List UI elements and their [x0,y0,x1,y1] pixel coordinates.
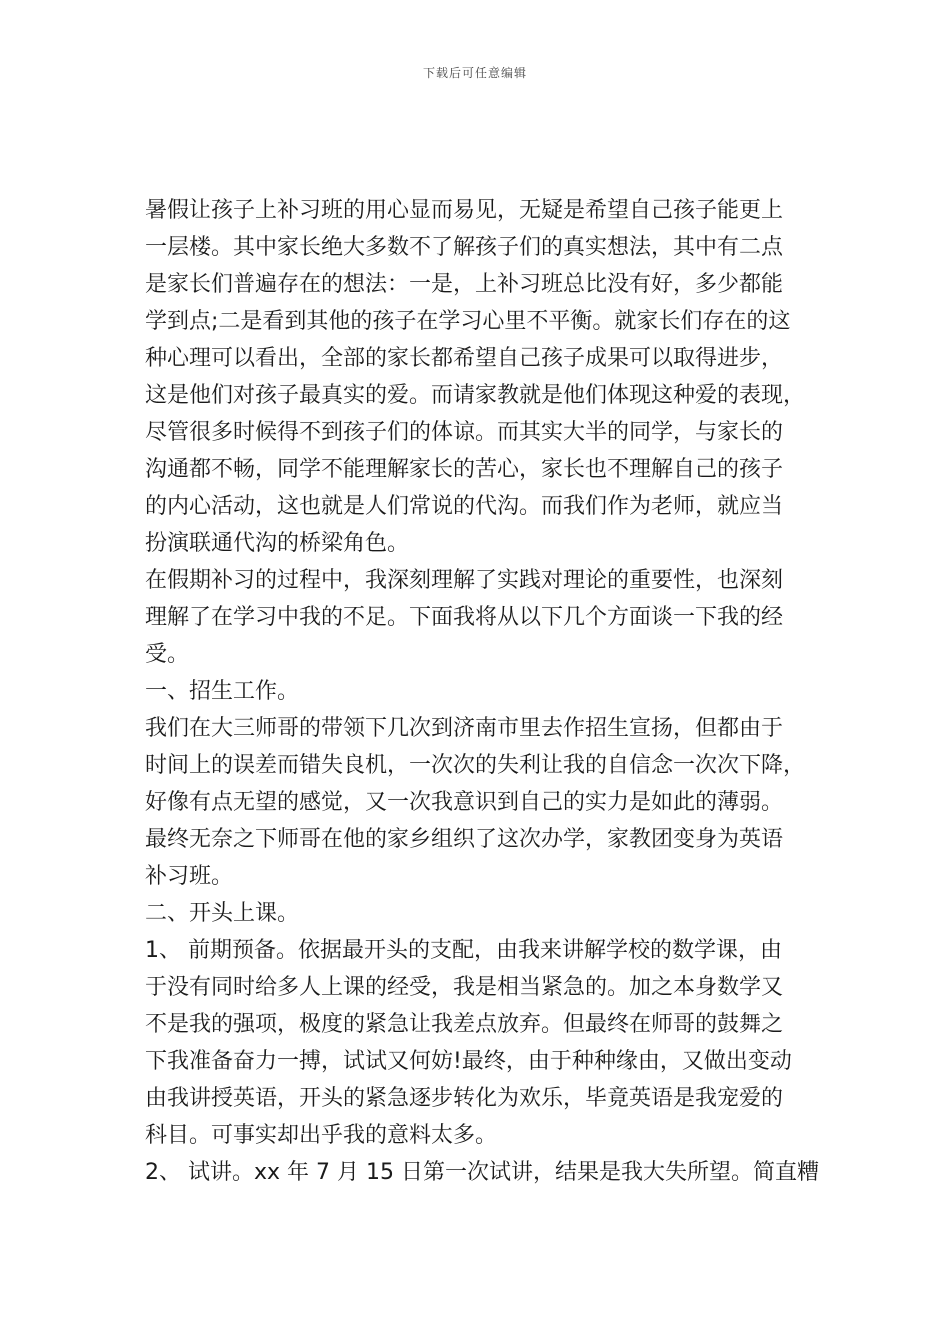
text-line: 不是我的强项，极度的紧急让我差点放弃。但最终在师哥的鼓舞之 [145,1012,784,1037]
text-line: 种心理可以看出，全部的家长都希望自己孩子成果可以取得进步， [145,346,784,371]
text-line: 好像有点无望的感觉，又一次我意识到自己的实力是如此的薄弱。 [145,790,784,815]
text-line: 尽管很多时候得不到孩子们的体谅。而其实大半的同学，与家长的 [145,420,784,445]
text-line: 下我准备奋力一搏，试试又何妨!最终，由于种种缘由，又做出变动 [145,1049,792,1074]
document-body [145,192,825,1191]
text-line: 这是他们对孩子最真实的爱。而请家教就是他们体现这种爱的表现， [145,383,806,408]
text-line: 补习班。 [145,864,234,889]
text-line: 沟通都不畅，同学不能理解家长的苦心，家长也不理解自己的孩子 [145,457,784,482]
text-line: 由我讲授英语，开头的紧急逐步转化为欢乐，毕竟英语是我宠爱的 [145,1086,784,1111]
text-line: 受。 [145,642,190,667]
text-line: 的内心活动，这也就是人们常说的代沟。而我们作为老师，就应当 [145,494,784,519]
text-line: 2、 试讲。xx 年 7 月 15 日第一次试讲，结果是我大失所望。简直糟 [145,1160,819,1185]
text-line: 是家长们普遍存在的想法：一是，上补习班总比没有好，多少都能 [145,272,784,297]
text-line: 科目。可事实却出乎我的意料太多。 [145,1123,498,1148]
text-line: 扮演联通代沟的桥梁角色。 [145,531,410,556]
text-line: 理解了在学习中我的不足。下面我将从以下几个方面谈一下我的经 [145,605,784,630]
section-heading: 二、开头上课。 [145,901,300,926]
text-line: 我们在大三师哥的带领下几次到济南市里去作招生宣扬，但都由于 [145,716,784,741]
text-line: 最终无奈之下师哥在他的家乡组织了这次办学，家教团变身为英语 [145,827,784,852]
text-line: 时间上的误差而错失良机，一次次的失利让我的自信念一次次下降， [145,753,806,778]
text-line: 于没有同时给多人上课的经受，我是相当紧急的。加之本身数学又 [145,975,784,1000]
text-line: 在假期补习的过程中，我深刻理解了实践对理论的重要性，也深刻 [145,568,784,593]
text-line: 1、 前期预备。依据最开头的支配，由我来讲解学校的数学课，由 [145,938,782,963]
text-line: 暑假让孩子上补习班的用心显而易见，无疑是希望自己孩子能更上 [145,198,784,223]
page-header: 下载后可任意编辑 [422,66,527,80]
section-heading: 一、招生工作。 [145,679,300,704]
text-line: 学到点;二是看到其他的孩子在学习心里不平衡。就家长们存在的这 [145,309,791,334]
text-line: 一层楼。其中家长绝大多数不了解孩子们的真实想法，其中有二点 [145,235,784,260]
